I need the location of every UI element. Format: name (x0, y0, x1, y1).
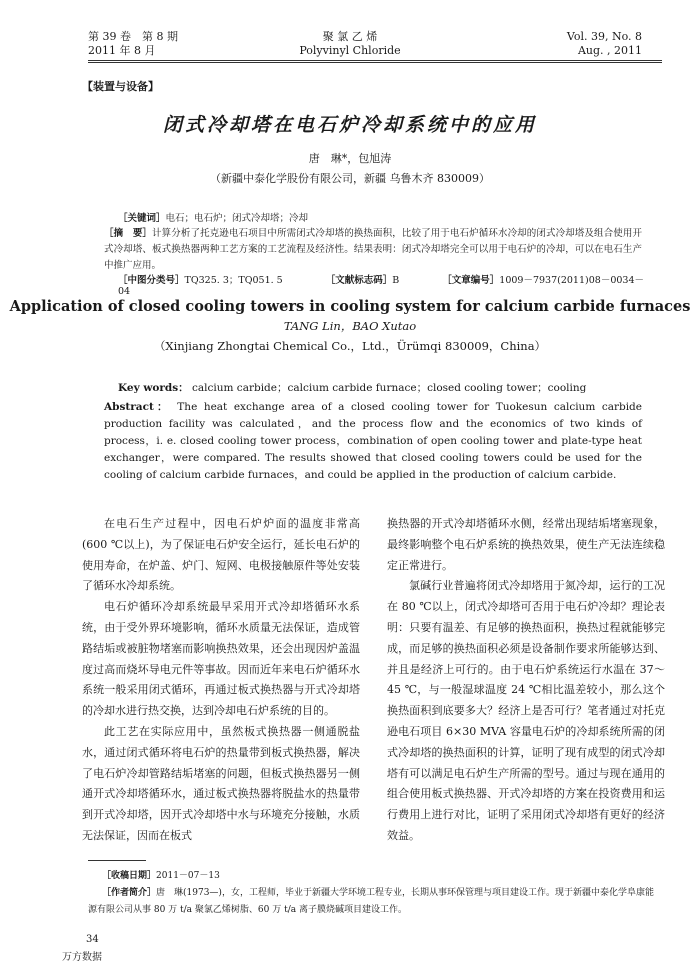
header-rule (88, 60, 662, 61)
author-bio: ［作者简介］唐 琳(1973—)，女，工程师，毕业于新疆大学环境工程专业，长期从事环保管理与项目建设工作。现于新疆中泰化学阜康能源有限公司从事 80 万 t/a 聚氯乙烯树脂、60 万 t/a 离子膜烧碱项目建设工作。 (88, 888, 654, 915)
article-number: ［文章编号］1009－7937(2011)08－0034－04 (118, 275, 644, 297)
doc-code: ［文献标志码］B (325, 275, 400, 286)
class-number: ［中图分类号］TQ325. 3；TQ051. 5 (118, 275, 283, 286)
paragraph: 换热器的开式冷却塔循环水侧，经常出现结垢堵塞现象，最终影响整个电石炉系统的换热效果，使生产无法连续稳定正常进行。 (387, 517, 665, 572)
page-title-cn: 闭式冷却塔在电石炉冷却系统中的应用 (162, 114, 537, 136)
body-column-left (82, 514, 360, 847)
keywords-cn-text: 电石；电石炉；闭式冷却塔；冷却 (165, 213, 309, 224)
keywords-cn (118, 210, 308, 224)
authors-cn: 唐 琳*，包旭涛 (308, 152, 392, 165)
date-en: Aug. , 2011 (577, 44, 642, 57)
journal-cn: 聚 氯 乙 烯 (322, 30, 378, 43)
paragraph: 此工艺在实际应用中，虽然板式换热器一侧通脱盐水，通过闭式循环将电石炉的热量带到板式换热器，解决了电石炉冷却管路结垢堵塞的问题，但板式换热器另一侧通开式冷却塔循环水，通过板式换热器将脱盐水的热量带到开式冷却塔，因开式冷却塔中水与环境充分接触，水质无法保证，因而在板式 (82, 724, 360, 842)
paragraph: 在电石生产过程中，因电石炉炉面的温度非常高(600 ℃以上)，为了保证电石炉安全运行，延长电石炉的使用寿命，在炉盖、炉门、短网、电极接触原件等处安装了循环水冷却系统。 (82, 517, 360, 593)
date-cn: 2011 年 8 月 (88, 44, 156, 57)
keywords-en-text: calcium carbide；calcium carbide furnace；closed cooling tower；cooling (192, 382, 587, 394)
abstract-en-label: Abstract： (104, 401, 171, 413)
body-column-right (387, 514, 665, 847)
journal-en: Polyvinyl Chloride (299, 44, 401, 57)
keywords-en (118, 380, 648, 395)
abstract-cn-label: ［摘 要］ (104, 228, 153, 239)
classification-line (118, 272, 648, 297)
keywords-cn-label: ［关键词］ (118, 213, 166, 224)
abstract-cn-text: 计算分析了托克逊电石项目中所需闭式冷却塔的换热面积，比较了用于电石炉循环水冷却的闭式冷却塔及组合使用开式冷却塔、板式换热器两种工艺方案的工艺流程及经济性。结果表明：闭式冷却塔完全可以用于电石炉的冷却，可以在电石生产中推广应用。 (104, 228, 642, 271)
header-right (567, 30, 642, 58)
paragraph: 氯碱行业普遍将闭式冷却塔用于氮冷却，运行的工况在 80 ℃以上，闭式冷却塔可否用于电石炉冷却？理论表明：只要有温差、有足够的换热面积，换热过程就能够完成，而足够的换热面积必须是设备制作要求所能够达到、并且是经济上可行的。由于电石炉系统运行水温在 37～45 ℃，与一般湿球温度 24 ℃相比温差较小，那么这个换热面积到底要多大？经济上是否可行？笔者通过对托克逊电石项目 6×30 MVA 容量电石炉的冷却系统所需的闭式冷却塔的换热面积的计算，证明了现有成型的闭式冷却塔有可以满足电石炉生产所需的型号。通过与现在通用的组合使用板式换热器、开式冷却塔的方案在投资费用和运行费用上进行对比，证明了采用闭式冷却塔有更好的经济效益。 (387, 579, 665, 842)
volume-cn: 第 39 卷 第 8 期 (88, 30, 178, 43)
page-number: 34 (86, 934, 99, 945)
footnote (88, 868, 658, 919)
paragraph: 电石炉循环冷却系统最早采用开式冷却塔循环水系统，由于受外界环境影响，循环水质量无法保证，造成管路结垢或被脏物堵塞而影响换热效果，还会出现因炉盖温度过高而烧坏导电元件等事故。因而近年来电石炉循环水系统一般采用闭式循环，再通过板式换热器与开式冷却塔的冷却水进行热交换，达到冷却电石炉系统的目的。 (82, 600, 360, 718)
received-date: ［收稿日期］2011－07－13 (102, 871, 220, 881)
abstract-en-text: The heat exchange area of a closed cooling tower for Tuokesun calcium carbide production facility was calculated，and the process flow and the economics of two kinds of process，i. e. closed cooling tower process，combination of open cooling tower and plate-type heat exchanger，were compared. The results showed that closed cooling towers could be used for the cooling of calcium carbide furnaces，and could be applied in the production of calcium carbide. (104, 401, 642, 481)
source-watermark: 万方数据 (62, 952, 102, 963)
keywords-en-label: Key words： (118, 382, 189, 394)
abstract-en (104, 399, 642, 484)
affiliation-cn: （新疆中泰化学股份有限公司，新疆 乌鲁木齐 830009） (210, 172, 490, 185)
affiliation-en: （Xinjiang Zhongtai Chemical Co.，Ltd.，Ürümqi 830009，China） (153, 339, 547, 353)
section-tag: 【装置与设备】 (82, 80, 159, 93)
header-rule-thin (88, 62, 662, 63)
footnote-rule (88, 860, 146, 861)
authors-en: TANG Lin，BAO Xutao (283, 319, 417, 333)
page-title-en: Application of closed cooling towers in cooling system for calcium carbide furnaces (9, 298, 691, 315)
abstract-cn (104, 226, 642, 274)
volume-en: Vol. 39, No. 8 (566, 30, 642, 43)
